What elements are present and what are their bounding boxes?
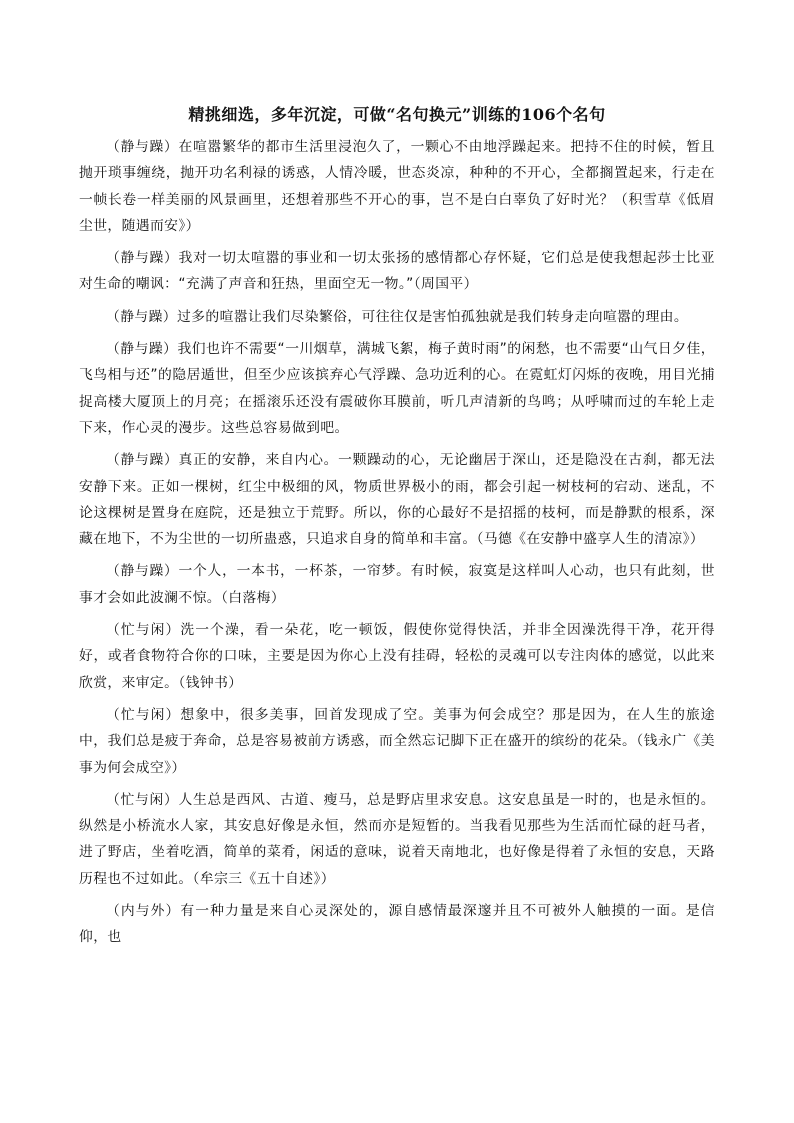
paragraph-text: 过多的喧嚣让我们尽染繁俗，可往往仅是害怕孤独就是我们转身走向喧嚣的理由。: [176, 308, 689, 325]
paragraph-text: 在喧嚣繁华的都市生活里浸泡久了，一颗心不由地浮躁起来。把持不住的时候，暂且抛开琐事缠绕，抛开功名利禄的诱惑，人情冷暖，世态炎凉，种种的不开心，全都搁置起来，行走在一帧长卷一样美丽的风景画里，还想着那些不开心的事，岂不是白白辜负了好时光？（积雪草《低眉尘世，随遇而安》）: [79, 139, 715, 234]
paragraph-tag: （忙与闲）: [106, 622, 181, 639]
document-title: 精挑细选，多年沉淀，可做“名句换元”训练的106个名句: [188, 105, 606, 124]
paragraph-text: 我对一切太喧嚣的事业和一切太张扬的感情都心存怀疑，它们总是使我想起莎士比亚对生命的嘲讽：“充满了声音和狂热，里面空无一物。”（周国平）: [79, 250, 715, 293]
paragraph-tag: （静与躁）: [106, 250, 179, 267]
paragraph-text: 想象中，很多美事，回首发现成了空。美事为何会成空？那是因为，在人生的旅途中，我们总是疲于奔命，总是容易被前方诱惑，而全然忘记脚下正在盛开的缤纷的花朵。（钱永广《美事为何会成空》）: [79, 706, 716, 776]
paragraph: [79, 898, 715, 951]
paragraph: [79, 702, 715, 781]
paragraph-tag: （静与躁）: [106, 308, 177, 325]
paragraph: [79, 134, 715, 239]
paragraph-tag: （静与躁）: [106, 452, 179, 469]
paragraph: [79, 304, 715, 330]
paragraph: [79, 617, 715, 696]
paragraph-tag: （内与外）: [106, 903, 181, 920]
paragraph-tag: （静与躁）: [106, 139, 179, 155]
paragraph: [79, 245, 715, 298]
paragraph: [79, 336, 715, 441]
paragraph-tag: （忙与闲）: [106, 791, 179, 808]
paragraph-tag: （静与躁）: [106, 563, 179, 580]
paragraph: [79, 447, 715, 552]
paragraph-text: 有一种力量是来自心灵深处的，源自感情最深邃并且不可被外人触摸的一面。是信仰，也: [79, 903, 716, 946]
paragraph-text: 真正的安静，来自内心。一颗躁动的心，无论幽居于深山，还是隐没在古刹，都无法安静下来。正如一棵树，红尘中极细的风，物质世界极小的雨，都会引起一树枝柯的宕动、迷乱，不论这棵树是置身在庭院，还是独立于荒野。所以，你的心最好不是招摇的枝柯，而是静默的根系，深藏在地下，不为尘世的一切所蛊惑，只追求自身的简单和丰富。（马德《在安静中盛享人生的清凉》）: [79, 452, 715, 548]
paragraph: [79, 558, 715, 611]
paragraph: [79, 787, 715, 892]
paragraph-text: 我们也许不需要“一川烟草，满城飞絮，梅子黄时雨”的闲愁，也不需要“山气日夕佳，飞鸟相与还”的隐居遁世，但至少应该摈弃心气浮躁、急功近利的心。在霓虹灯闪烁的夜晚，用目光捕捉高楼大厦顶上的月亮；在摇滚乐还没有震破你耳膜前，听几声清新的鸟鸣；从呼啸而过的车轮上走下来，作心灵的漫步。这些总容易做到吧。: [79, 341, 715, 436]
document-page: [79, 100, 715, 957]
paragraph-text: 洗一个澡，看一朵花，吃一顿饭，假使你觉得快活，并非全因澡洗得干净，花开得好，或者食物符合你的口味，主要是因为你心上没有挂碍，轻松的灵魂可以专注肉体的感觉，以此来欣赏，来审定。（钱钟书）: [79, 622, 716, 691]
paragraph-tag: （静与躁）: [106, 341, 178, 358]
paragraph-text: 一个人，一本书，一杯茶，一帘梦。有时候，寂寞是这样叫人心动，也只有此刻，世事才会如此波澜不惊。（白落梅）: [79, 563, 715, 606]
paragraph-tag: （忙与闲）: [106, 706, 181, 723]
paragraph-text: 人生总是西风、古道、瘦马，总是野店里求安息。这安息虽是一时的，也是永恒的。纵然是小桥流水人家，其安息好像是永恒，然而亦是短暂的。当我看见那些为生活而忙碌的赶马者，进了野店，坐着吃酒，简单的菜肴，闲适的意味，说着天南地北，也好像是得着了永恒的安息，天路历程也不过如此。（牟宗三《五十自述》）: [79, 791, 715, 887]
